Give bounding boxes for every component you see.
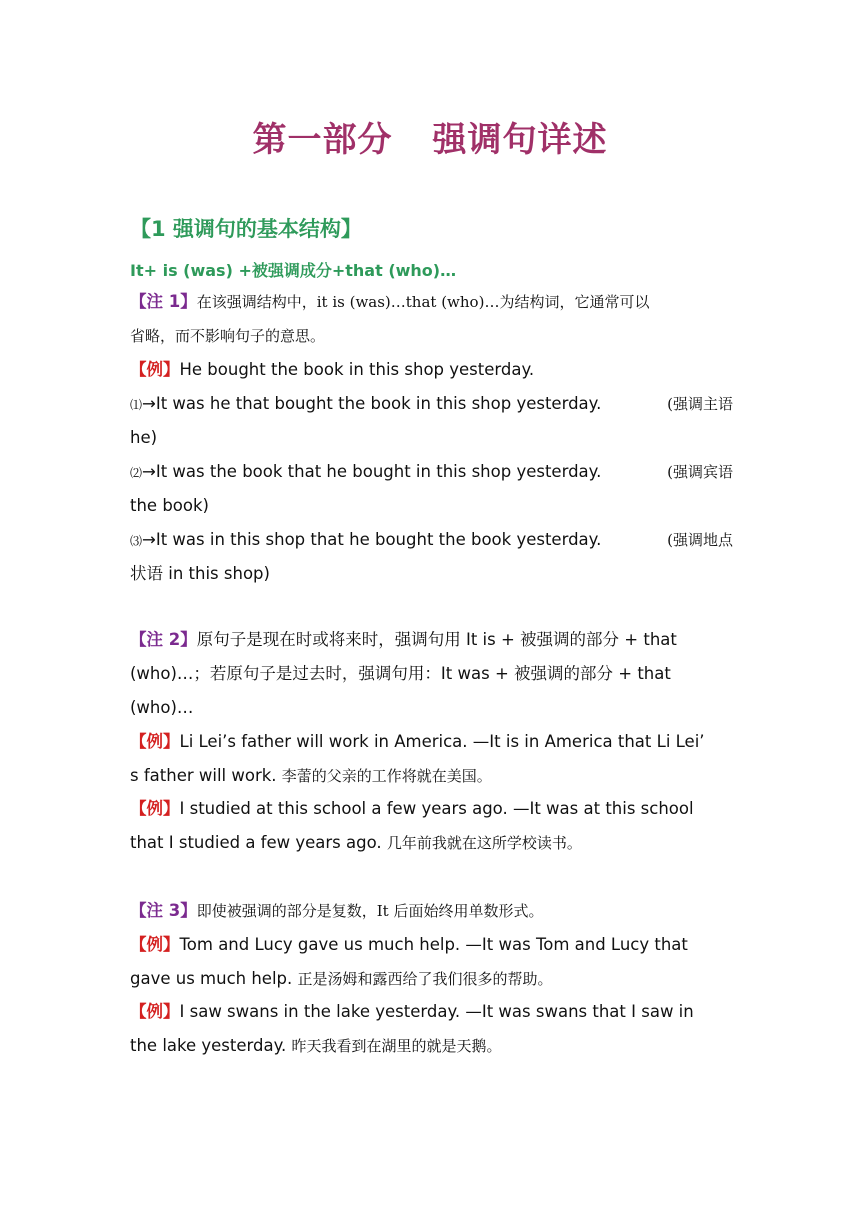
example-4-text-cont: gave us much help.	[130, 969, 293, 988]
example-5-translation: 昨天我看到在湖里的就是天鹅。	[291, 1037, 502, 1055]
note-1-label: 【注 1】	[130, 292, 197, 311]
note-1-block	[130, 285, 733, 353]
example-2-block	[130, 725, 733, 793]
example-5-block	[130, 995, 733, 1063]
example-1-item-2: ⑵→It was the book that he bought in this shop yesterday. (强调宾语	[130, 462, 733, 481]
example-4-text: Tom and Lucy gave us much help. —It was Tom and Lucy that	[179, 935, 688, 954]
example-3-block	[130, 792, 733, 860]
example-1-block	[130, 353, 733, 591]
note-1-text: 在该强调结构中，it is (was)…that (who)…为结构词，它通常可以	[196, 293, 650, 311]
example-label: 【例】	[130, 732, 180, 751]
note-2-text-cont: (who)…；若原句子是过去时，强调句用：It was + 被强调的部分 + that	[130, 664, 671, 683]
example-2-translation: 李蕾的父亲的工作将就在美国。	[281, 767, 492, 785]
note-2-label: 【注 2】	[130, 630, 197, 649]
example-1-item-1-cont: he)	[130, 428, 158, 447]
example-1-item-3-cont: 状语 in this shop)	[130, 564, 270, 583]
page-title	[0, 112, 860, 161]
example-4-block	[130, 928, 733, 996]
example-2-text: Li Lei’s father will work in America. —It is in America that Li Lei’	[179, 732, 705, 751]
note-3-text: 即使被强调的部分是复数，It 后面始终用单数形式。	[196, 902, 544, 920]
example-1-item-1: ⑴→It was he that bought the book in this shop yesterday. (强调主语	[130, 394, 733, 413]
example-3-text: I studied at this school a few years ago. —It was at this school	[179, 799, 694, 818]
example-1-item-2-cont: the book)	[130, 496, 209, 515]
example-3-translation: 几年前我就在这所学校读书。	[386, 834, 582, 852]
example-5-text-cont: the lake yesterday.	[130, 1036, 287, 1055]
note-1-text-cont: 省略，而不影响句子的意思。	[130, 327, 326, 345]
example-3-text-cont: that I studied a few years ago.	[130, 833, 382, 852]
note-3-block	[130, 894, 733, 928]
example-5-text: I saw swans in the lake yesterday. —It was swans that I saw in	[179, 1002, 694, 1021]
title-part: 第一部分	[252, 120, 393, 160]
example-label: 【例】	[130, 1002, 180, 1021]
example-4-translation: 正是汤姆和露西给了我们很多的帮助。	[297, 970, 553, 988]
example-1-item-3: ⑶→It was in this shop that he bought the book yesterday. (强调地点	[130, 530, 733, 549]
note-2-text-end: (who)…	[130, 698, 194, 717]
note-2-block	[130, 623, 733, 725]
section-heading: 【1 强调句的基本结构】	[130, 217, 362, 241]
example-1-text: He bought the book in this shop yesterday.	[179, 360, 535, 379]
example-label: 【例】	[130, 360, 180, 379]
example-label: 【例】	[130, 935, 180, 954]
example-2-text-cont: s father will work.	[130, 766, 277, 785]
example-label: 【例】	[130, 799, 180, 818]
note-3-label: 【注 3】	[130, 901, 197, 920]
structure-formula: It+ is (was) +被强调成分+that (who)…	[130, 261, 457, 280]
title-topic: 强调句详述	[432, 120, 608, 160]
note-2-text: 原句子是现在时或将来时，强调句用 It is + 被强调的部分 + that	[196, 630, 677, 649]
